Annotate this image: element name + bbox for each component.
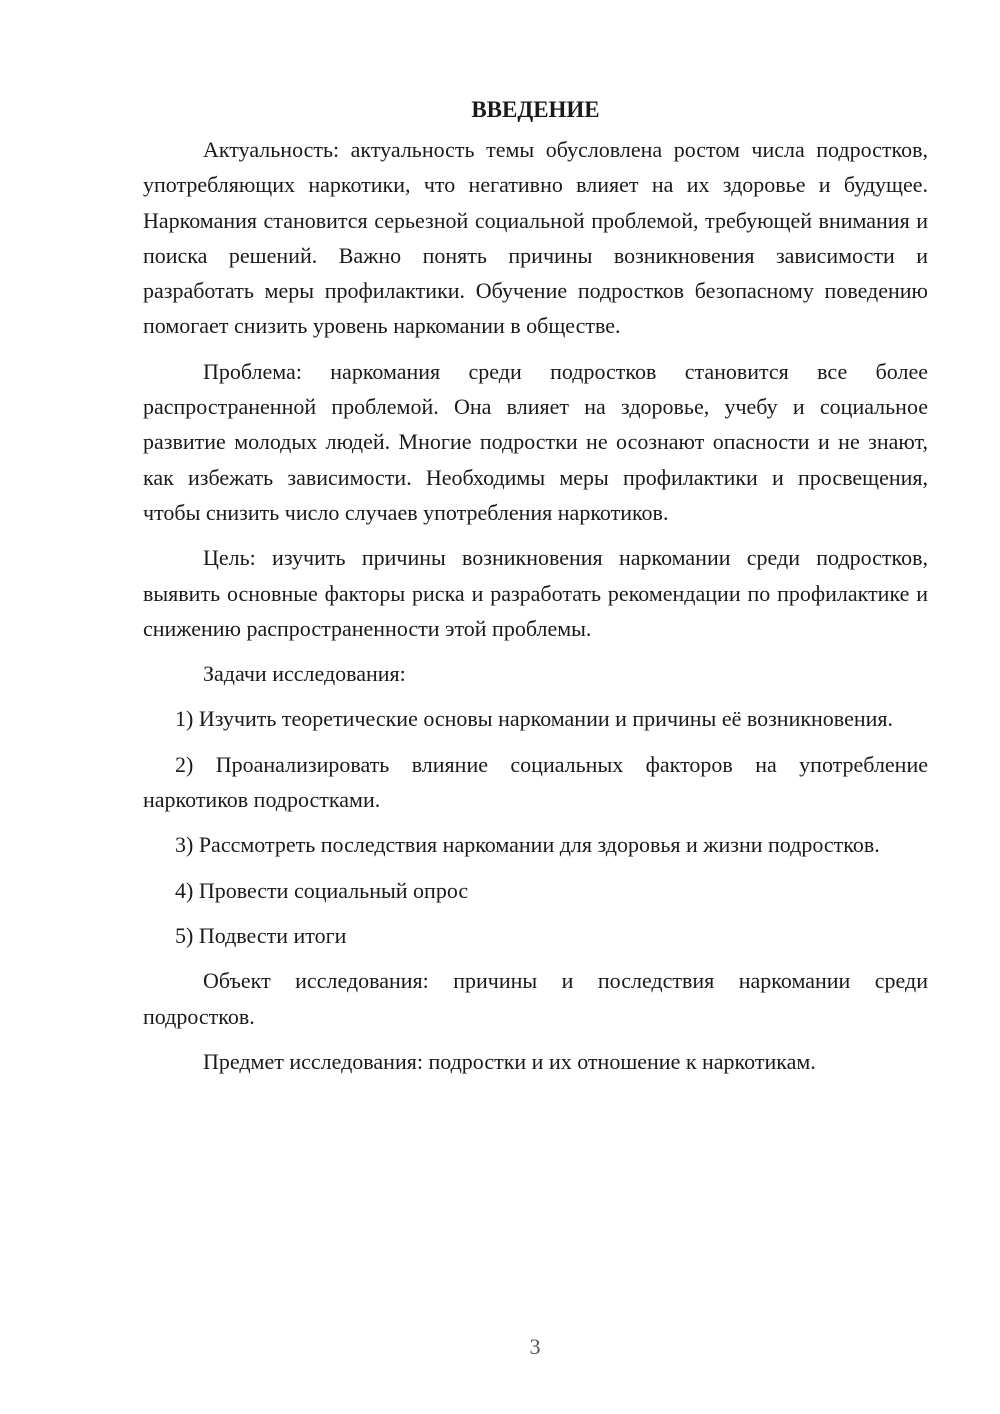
object-paragraph: Объект исследования: причины и последствия наркомании среди подростков. (143, 968, 928, 1029)
relevance-paragraph: Актуальность: актуальность темы обусловлена ростом числа подростков, употребляющих наркотики, что негативно влияет на их здоровье и будущее. Наркомания становится серьезной социальной проблемой, требующей внимания и поиска решений. Важно понять причины возникновения зависимости и разработать меры профилактики. Обучение подростков безопасному поведению помогает снизить уровень наркомании в обществе. (143, 137, 928, 339)
goal-paragraph: Цель: изучить причины возникновения наркомании среди подростков, выявить основные факторы риска и разработать рекомендации по профилактике и снижению распространенности этой проблемы. (143, 545, 928, 641)
task-item-2: 2) Проанализировать влияние социальных факторов на употребление наркотиков подростками. (143, 751, 928, 813)
page-number: 3 (529, 1334, 541, 1359)
document-page (143, 92, 928, 1089)
subject-paragraph: Предмет исследования: подростки и их отношение к наркотикам. (203, 1048, 816, 1074)
tasks-heading: Задачи исследования: (203, 661, 406, 687)
task-item-5: 5) Подвести итоги (175, 922, 347, 948)
task-item-4: 4) Провести социальный опрос (175, 877, 469, 903)
problem-paragraph: Проблема: наркомания среди подростков становится все более распространенной проблемой. Она влияет на здоровье, учебу и социальное развитие молодых людей. Многие подростки не осознают опасности и не знают, как избежать зависимости. Необходимы меры профилактики и просвещения, чтобы снизить число случаев употребления наркотиков. (143, 358, 928, 525)
task-item-3: 3) Рассмотреть последствия наркомании для здоровья и жизни подростков. (175, 832, 880, 858)
page-title: ВВЕДЕНИЕ (471, 97, 600, 122)
task-item-1: 1) Изучить теоретические основы наркомании и причины её возникновения. (175, 706, 893, 732)
